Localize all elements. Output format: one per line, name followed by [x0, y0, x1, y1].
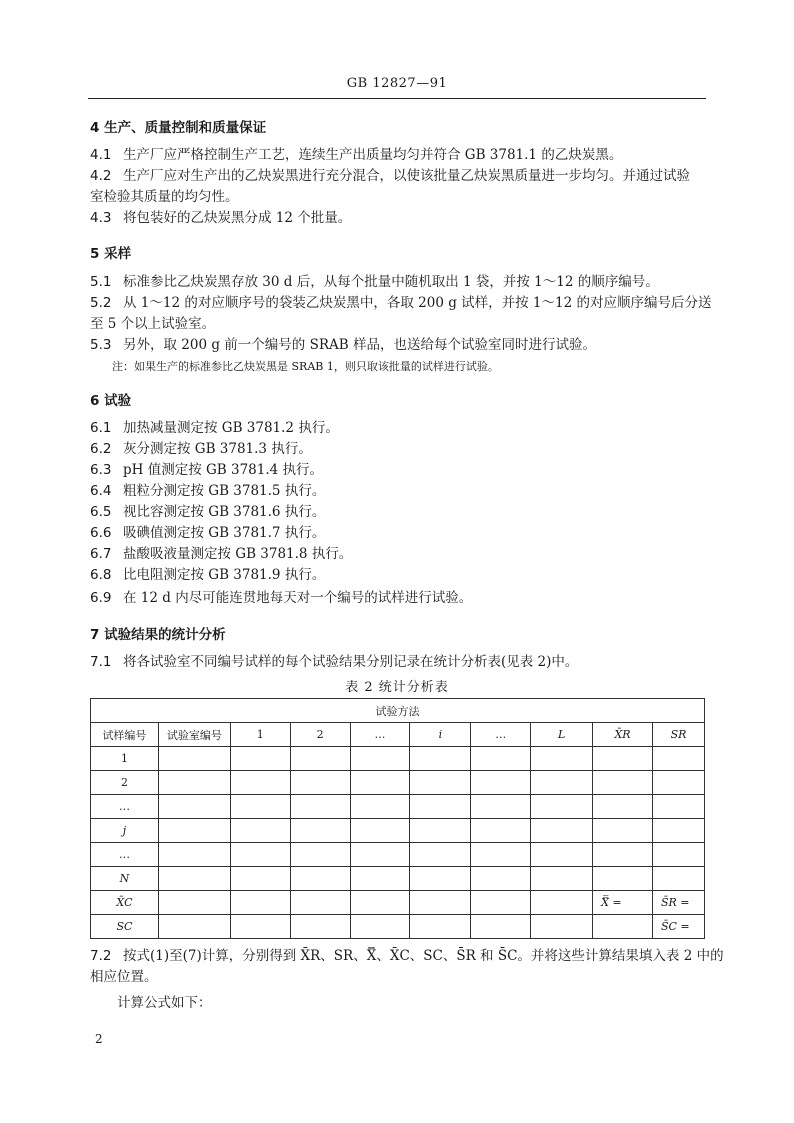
para-7-3: 计算公式如下：	[117, 995, 212, 1011]
col-header: SR	[652, 723, 704, 747]
col-header: 试样编号	[91, 723, 159, 747]
para-6-7: 6.7 盐酸吸液量测定按 GB 3781.8 执行。	[90, 546, 353, 562]
table-row	[91, 771, 705, 795]
para-5-1: 5.1 标准参比乙炔炭黑存放 30 d 后，从每个批量中随机取出 1 袋，并按 1～12 的顺序编号。	[90, 274, 659, 290]
header-rule	[88, 98, 706, 99]
row-label: …	[91, 843, 159, 867]
xc-label: X̄C	[91, 891, 159, 915]
para-4-2-cont: 室检验其质量的均匀性。	[90, 189, 239, 205]
mean-sc-cell: S̄C =	[652, 915, 704, 939]
para-7-2-cont: 相应位置。	[90, 969, 158, 985]
col-header: i	[410, 723, 471, 747]
col-header: …	[350, 723, 410, 747]
row-label: j	[91, 819, 159, 843]
col-header: X̄R	[593, 723, 653, 747]
table-row	[91, 747, 705, 771]
para-4-1: 4.1 生产厂应严格控制生产工艺，连续生产出质量均匀并符合 GB 3781.1 的乙炔炭黑。	[90, 147, 623, 163]
section-4-title: 4 生产、质量控制和质量保证	[90, 120, 267, 136]
row-label: …	[91, 795, 159, 819]
para-6-9: 6.9 在 12 d 内尽可能连贯地每天对一个编号的试样进行试验。	[90, 590, 473, 606]
table-xc-row	[91, 891, 705, 915]
section-6-title: 6 试验	[90, 393, 132, 409]
para-6-5: 6.5 视比容测定按 GB 3781.6 执行。	[90, 504, 326, 520]
table-row	[91, 819, 705, 843]
col-header: 1	[230, 723, 290, 747]
para-6-2: 6.2 灰分测定按 GB 3781.3 执行。	[90, 441, 312, 457]
para-4-2: 4.2 生产厂应对生产出的乙炔炭黑进行充分混合，以使该批量乙炔炭黑质量进一步均匀。并通过试验	[90, 168, 690, 184]
table-row	[91, 867, 705, 891]
para-7-1: 7.1 将各试验室不同编号试样的每个试验结果分别记录在统计分析表(见表 2)中。	[90, 654, 579, 670]
row-label: 1	[91, 747, 159, 771]
para-4-3: 4.3 将包装好的乙炔炭黑分成 12 个批量。	[90, 210, 352, 226]
table-header-row	[91, 723, 705, 747]
section-5-title: 5 采样	[90, 246, 132, 262]
para-6-8: 6.8 比电阻测定按 GB 3781.9 执行。	[90, 567, 326, 583]
table-row	[91, 843, 705, 867]
col-header: L	[531, 723, 593, 747]
mean-sr-cell: S̄R =	[652, 891, 704, 915]
para-5-2: 5.2 从 1～12 的对应顺序号的袋装乙炔炭黑中，各取 200 g 试样，并按 1～12 的对应顺序编号后分送	[90, 295, 712, 311]
grand-mean-cell: X̿ =	[593, 891, 653, 915]
col-header: 2	[290, 723, 350, 747]
para-5-2-cont: 至 5 个以上试验室。	[90, 316, 216, 332]
page-header: GB 12827—91	[346, 76, 448, 91]
table-row	[91, 795, 705, 819]
para-6-1: 6.1 加热减量测定按 GB 3781.2 执行。	[90, 420, 339, 436]
para-6-3: 6.3 pH 值测定按 GB 3781.4 执行。	[90, 462, 324, 478]
note-5: 注：如果生产的标准参比乙炔炭黑是 SRAB 1，则只取该批量的试样进行试验。	[112, 360, 499, 373]
section-7-title: 7 试验结果的统计分析	[90, 627, 226, 643]
para-6-4: 6.4 粗粒分测定按 GB 3781.5 执行。	[90, 483, 326, 499]
method-header: 试验方法	[91, 699, 705, 723]
page-number: 2	[95, 1032, 103, 1046]
para-5-3: 5.3 另外，取 200 g 前一个编号的 SRAB 样品，也送给每个试验室同时进行试验。	[90, 337, 596, 353]
table-method-row	[91, 699, 705, 723]
row-label: 2	[91, 771, 159, 795]
row-label: N	[91, 867, 159, 891]
statistics-table	[90, 698, 705, 939]
para-6-6: 6.6 吸碘值测定按 GB 3781.7 执行。	[90, 525, 326, 541]
col-header: 试验室编号	[158, 723, 230, 747]
sc-label: SC	[91, 915, 159, 939]
table-caption: 表 2 统计分析表	[345, 680, 449, 695]
para-7-2: 7.2 按式(1)至(7)计算，分别得到 X̄R、SR、X̿、X̄C、SC、S̄R 和 S̄C。并将这些计算结果填入表 2 中的	[90, 948, 724, 964]
col-header: …	[471, 723, 531, 747]
table-sc-row	[91, 915, 705, 939]
